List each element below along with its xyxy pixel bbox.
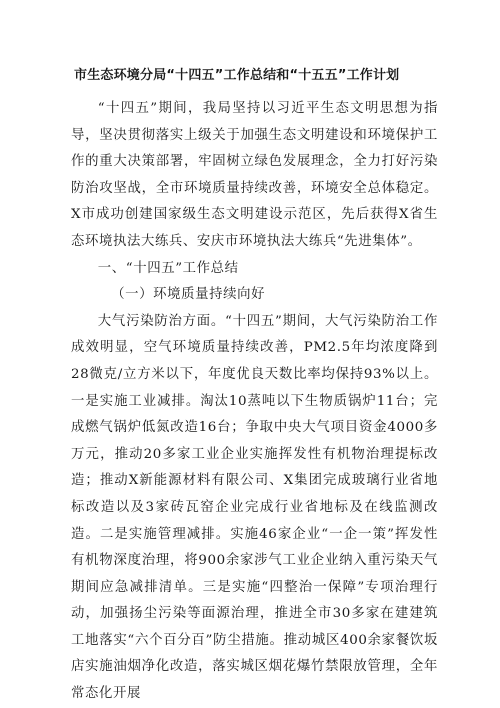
document-title: 市生态环境分局“十四五”工作总结和“十五五”工作计划 [74,68,400,83]
section-heading: 一、“十四五”工作总结 [97,260,239,276]
subsection-heading: （一）环境质量持续向好 [111,287,266,303]
intro-paragraph: “十四五”期间，我局坚持以习近平生态文明思想为指导，坚决贯彻落实上级关于加强生态文明建设和环境保护工作的重大决策部署，牢固树立绿色发展理念，全力打好污染防治攻坚战，全市环境质量持续改善，环境安全总体稳定。X市成功创建国家级生态文明建设示范区，先后获得X省生态环境执法大练兵、安庆市环境执法大练兵“先进集体”。 [71,101,438,249]
body-paragraph: 大气污染防治方面。“十四五”期间，大气污染防治工作成效明显，空气环境质量持续改善，PM2.5年均浓度降到28微克/立方米以下，年度优良天数比率均保持93%以上。一是实施工业减排。淘汰10蒸吨以下生物质锅炉11台；完成燃气锅炉低氮改造16台；争取中央大气项目资金4000多万元，推动20多家工业企业实施挥发性有机物治理提标改造；推动X新能源材料有限公司、X集团完成玻璃行业省地标改造以及3家砖瓦窑企业完成行业省地标及在线监测改造。二是实施管理减排。实施46家企业“一企一策”挥发性有机物深度治理，将900余家涉气工业企业纳入重污染天气期间应急减排清单。三是实施“四整治一保障”专项治理行动，加强扬尘污染等面源治理，推进全市30多家在建建筑工地落实“六个百分百”防尘措施。推动城区400余家餐饮坂店实施油烟净化改造，落实城区烟花爆竹禁限放管理，全年常态化开展 [71,313,438,702]
